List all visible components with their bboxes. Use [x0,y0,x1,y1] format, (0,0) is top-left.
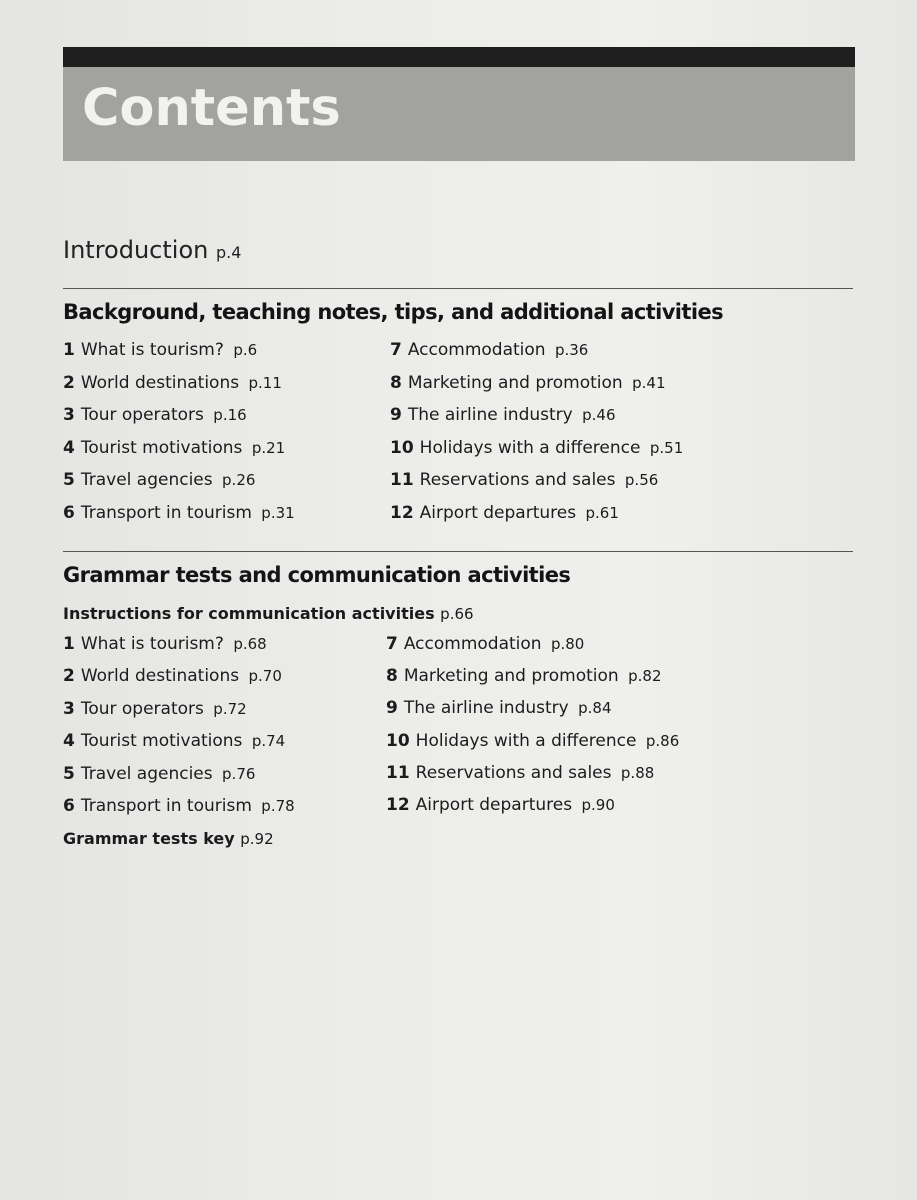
toc-item-page: p.51 [649,438,684,457]
toc-item-number: 9 [390,405,402,426]
toc-item-label: Tour operators [80,405,204,426]
toc-item-number: 11 [386,762,410,783]
toc-item-page: p.72 [213,699,247,718]
toc-item-page: p.21 [251,438,286,457]
toc-item-number: 2 [63,666,75,687]
divider-2 [63,551,853,552]
toc-item-page: p.26 [222,471,256,490]
toc-item [386,666,662,686]
introduction-entry [63,236,241,264]
instructions-page: p.66 [440,605,474,623]
toc-item [390,340,588,360]
toc-item-label: Holidays with a difference [415,730,637,751]
toc-item-page: p.56 [624,471,659,490]
toc-item [63,731,285,751]
toc-item-number: 3 [63,698,75,719]
header-bar [63,47,855,67]
toc-item [63,405,247,425]
toc-item-label: What is tourism? [80,340,224,360]
toc-item-page: p.88 [620,763,655,782]
toc-item-page: p.80 [550,635,585,653]
toc-item-number: 4 [63,731,75,752]
toc-item [390,405,616,425]
toc-item-page: p.90 [581,796,615,814]
toc-item-page: p.86 [645,731,680,750]
toc-item-number: 1 [63,340,75,360]
toc-item-page: p.68 [233,635,267,653]
toc-item-label: Marketing and promotion [403,666,619,687]
instructions-entry [63,604,474,623]
grammar-key-entry [63,829,274,848]
instructions-label: Instructions for communication activities [63,604,435,623]
introduction-label: Introduction [63,236,209,264]
toc-item [386,698,612,718]
toc-item [386,795,615,815]
toc-item [63,503,295,523]
toc-item [63,438,285,458]
toc-item-label: The airline industry [403,698,569,719]
toc-item-number: 10 [390,437,414,458]
toc-item [390,503,619,523]
toc-item [386,634,584,654]
toc-item-label: Transport in tourism [80,796,252,816]
toc-item [63,373,282,393]
toc-item-label: Travel agencies [80,763,213,784]
toc-item-label: The airline industry [407,405,573,426]
toc-item-number: 1 [63,634,75,654]
toc-item [63,470,255,490]
toc-item-label: Tourist motivations [80,437,243,458]
toc-item [390,438,683,458]
toc-item-page: p.36 [554,341,589,359]
toc-item-page: p.76 [222,764,256,783]
toc-item-label: World destinations [80,372,240,393]
toc-item-label: Holidays with a difference [419,437,641,458]
toc-item-label: Airport departures [419,503,577,523]
toc-item-number: 7 [390,340,402,360]
toc-item-page: p.82 [628,667,662,686]
grammar-key-page: p.92 [240,830,274,848]
toc-item [63,340,257,360]
toc-item [386,731,679,751]
toc-item [63,796,295,816]
toc-item-label: Transport in tourism [80,503,252,523]
toc-item-label: Tour operators [80,698,204,719]
toc-item-label: What is tourism? [80,634,224,654]
divider-1 [63,288,853,289]
toc-item-number: 11 [390,470,414,491]
toc-item-page: p.78 [261,797,295,815]
toc-item-number: 8 [390,372,402,393]
toc-item-label: Marketing and promotion [407,372,623,393]
toc-item-number: 6 [63,796,75,816]
toc-item-page: p.41 [632,373,666,392]
toc-item-label: Tourist motivations [80,731,243,752]
toc-item-number: 9 [386,698,398,719]
toc-item-number: 4 [63,437,75,458]
toc-item-page: p.31 [261,504,295,522]
toc-item-number: 7 [386,634,398,654]
toc-item-page: p.16 [213,406,247,425]
toc-item [390,470,658,490]
page-title: Contents [82,79,341,138]
toc-item-number: 2 [63,372,75,393]
toc-item-number: 12 [386,795,410,815]
toc-item-number: 6 [63,503,75,523]
toc-item-page: p.11 [248,373,282,392]
toc-item-page: p.46 [582,406,616,425]
toc-item-label: World destinations [80,666,240,687]
toc-item-number: 12 [390,503,414,523]
grammar-key-label: Grammar tests key [63,829,235,848]
toc-item-number: 10 [386,730,410,751]
toc-item-page: p.74 [251,732,286,751]
toc-item-number: 8 [386,666,398,687]
toc-item-label: Airport departures [415,795,573,815]
toc-item [63,764,255,784]
toc-item-label: Travel agencies [80,470,213,491]
toc-item [63,634,267,654]
toc-item-page: p.84 [578,699,612,718]
toc-item-label: Reservations and sales [419,470,616,491]
section-1-heading: Background, teaching notes, tips, and additional activities [63,300,723,324]
section-2-heading: Grammar tests and communication activities [63,563,571,587]
toc-item [386,763,654,783]
toc-item-page: p.61 [585,504,619,522]
toc-item-number: 5 [63,470,75,491]
toc-item-label: Accommodation [407,340,546,360]
toc-item-page: p.6 [233,341,258,359]
introduction-page: p.4 [215,243,242,262]
toc-item-page: p.70 [248,667,282,686]
toc-item-label: Reservations and sales [415,762,612,783]
toc-item [390,373,666,393]
toc-item-label: Accommodation [403,634,542,654]
toc-item [63,666,282,686]
title-band [63,67,855,161]
toc-item-number: 3 [63,405,75,426]
toc-item [63,699,247,719]
toc-item-number: 5 [63,763,75,784]
